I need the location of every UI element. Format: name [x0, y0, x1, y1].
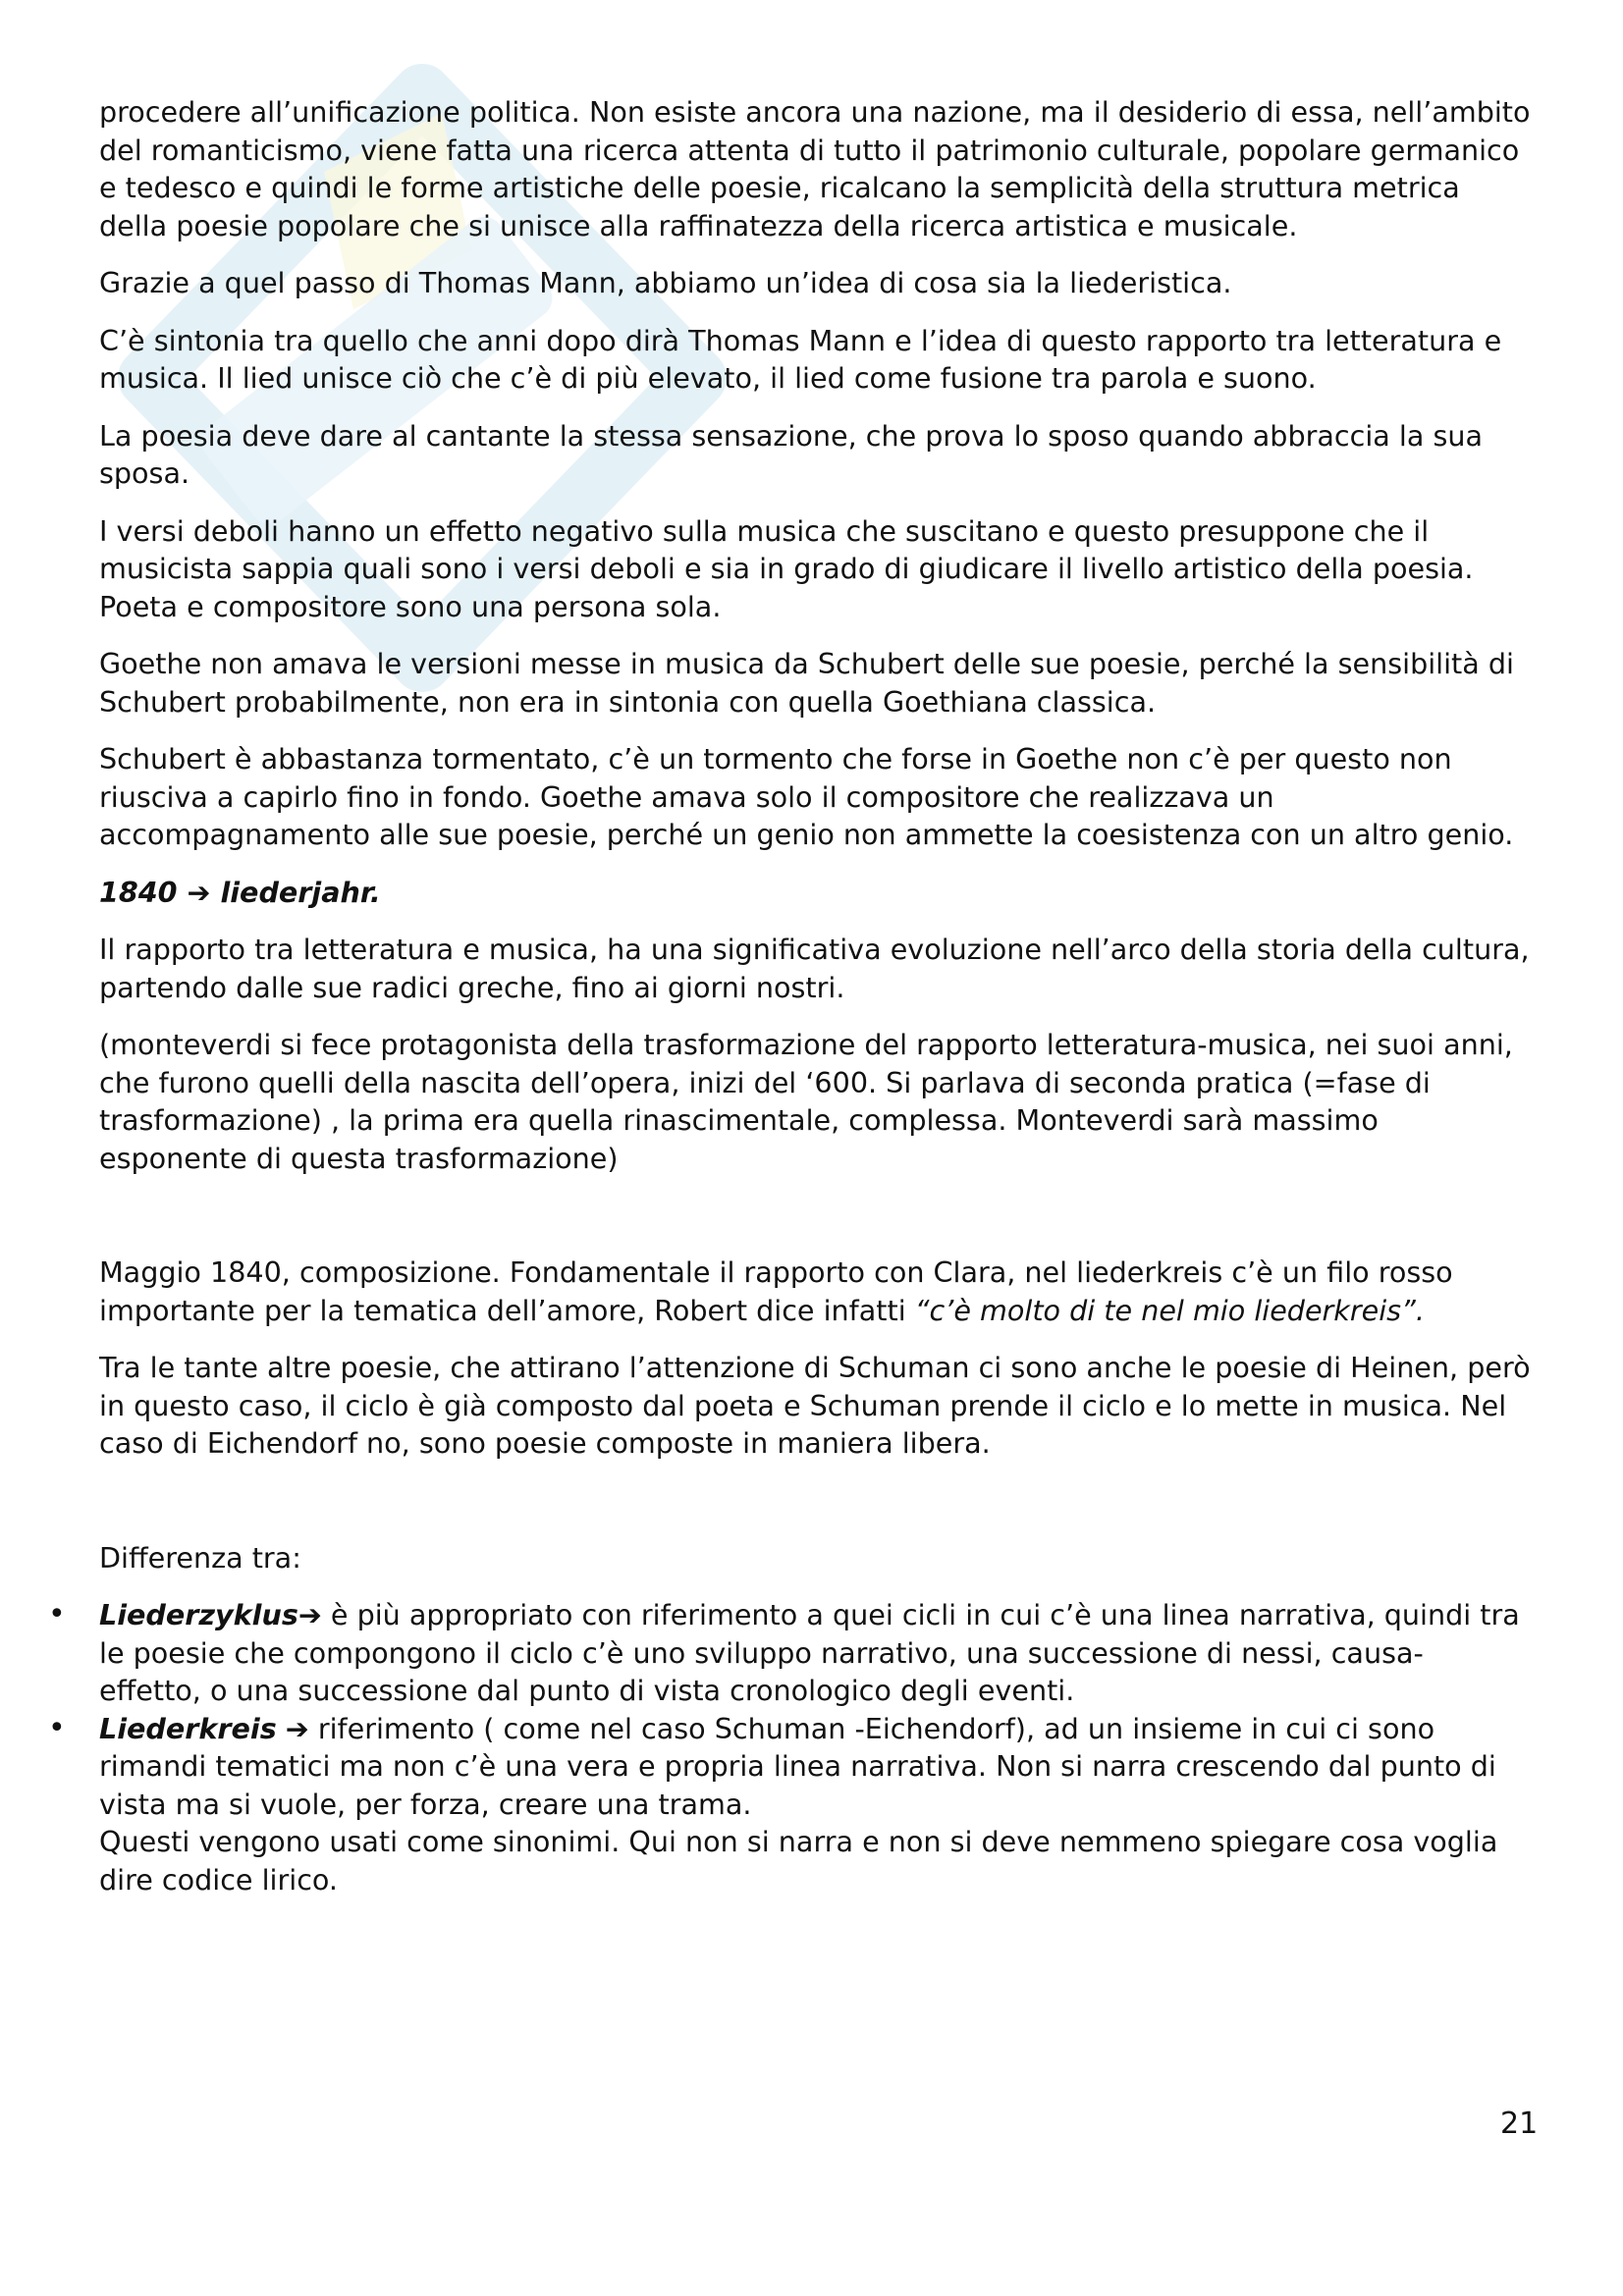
- quote: “c’è molto di te nel mio liederkreis”.: [914, 1293, 1425, 1327]
- paragraph: (monteverdi si fece protagonista della trasformazione del rapporto letteratura-musica, nei suoi anni, che furono quelli della nascita dell’opera, inizi del ‘600. Si parlava di seconda pratica (=fase di trasformazione) , la prima era quella rinascimentale, complessa. Monteverdi sarà massimo esponente di questa trasformazione): [99, 1028, 1513, 1175]
- paragraph: [99, 1254, 1533, 1329]
- page-number: 21: [1500, 2107, 1539, 2141]
- page-content: [48, 93, 1533, 1898]
- list-item: [48, 1710, 1533, 1899]
- list-note: Questi vengono usati come sinonimi. Qui non si narra e non si deve nemmeno spiegare cosa voglia dire codice lirico.: [99, 1825, 1498, 1896]
- definition-list: [48, 1596, 1533, 1898]
- paragraph-text: Maggio 1840, composizione. Fondamentale il rapporto con Clara, nel liederkreis c’è un filo rosso importante per la tematica dell’amore, Robert dice infatti: [99, 1255, 1453, 1327]
- paragraph: Il rapporto tra letteratura e musica, ha una significativa evoluzione nell’arco della storia della cultura, partendo dalle sue radici greche, fino ai giorni nostri.: [99, 933, 1530, 1004]
- paragraph: procedere all’unificazione politica. Non esiste ancora una nazione, ma il desiderio di essa, nell’ambito del romanticismo, viene fatta una ricerca attenta di tutto il patrimonio culturale, popolare germanico e tedesco e quindi le forme artistiche delle poesie, ricalcano la semplicità della struttura metrica della poesie popolare che si unisce alla raffinatezza della ricerca artistica e musicale.: [99, 95, 1531, 242]
- paragraph: C’è sintonia tra quello che anni dopo dirà Thomas Mann e l’idea di questo rapporto tra letteratura e musica. Il lied unisce ciò che c’è di più elevato, il lied come fusione tra parola e suono.: [99, 323, 1502, 395]
- list-term: Liederzyklus➔: [99, 1598, 322, 1631]
- paragraph: Differenza tra:: [99, 1540, 301, 1575]
- paragraph: Tra le tante altre poesie, che attirano l’attenzione di Schuman ci sono anche le poesie di Heinen, però in questo caso, il ciclo è già composto dal poeta e Schuman prende il ciclo e lo mette in musica. Nel caso di Eichendorf no, sono poesie composte in maniera libera.: [99, 1351, 1531, 1460]
- list-text: è più appropriato con riferimento a quei cicli in cui c’è una linea narrativa, quindi tra le poesie che compongono il ciclo c’è uno sviluppo narrativo, una successione di nessi, causa- effetto, o una successione dal punto di vista cronologico degli eventi.: [99, 1598, 1520, 1707]
- paragraph: Schubert è abbastanza tormentato, c’è un tormento che forse in Goethe non c’è per questo non riusciva a capirlo fino in fondo. Goethe amava solo il compositore che realizzava un accompagnamento alle sue poesie, perché un genio non ammette la coesistenza con un altro genio.: [99, 742, 1514, 851]
- list-item: [48, 1596, 1533, 1710]
- paragraph: I versi deboli hanno un effetto negativo sulla musica che suscitano e questo presuppone che il musicista sappia quali sono i versi deboli e sia in grado di giudicare il livello artistico della poesia. Poeta e compositore sono una persona sola.: [99, 513, 1474, 623]
- list-term: Liederkreis: [99, 1711, 277, 1745]
- section-heading: 1840 ➔ liederjahr.: [99, 875, 381, 909]
- paragraph: La poesia deve dare al cantante la stessa sensazione, che prova lo sposo quando abbraccia la sua sposa.: [99, 418, 1483, 490]
- paragraph: Grazie a quel passo di Thomas Mann, abbiamo un’idea di cosa sia la liederistica.: [99, 266, 1232, 299]
- list-text: ➔ riferimento ( come nel caso Schuman -Eichendorf), ad un insieme in cui ci sono rimandi tematici ma non c’è una vera e propria linea narrativa. Non si narra crescendo dal punto di vista ma si vuole, per forza, creare una trama.: [99, 1711, 1496, 1821]
- paragraph: Goethe non amava le versioni messe in musica da Schubert delle sue poesie, perché la sensibilità di Schubert probabilmente, non era in sintonia con quella Goethiana classica.: [99, 647, 1514, 719]
- bullet: •: [48, 1710, 66, 1745]
- bullet: •: [48, 1597, 66, 1631]
